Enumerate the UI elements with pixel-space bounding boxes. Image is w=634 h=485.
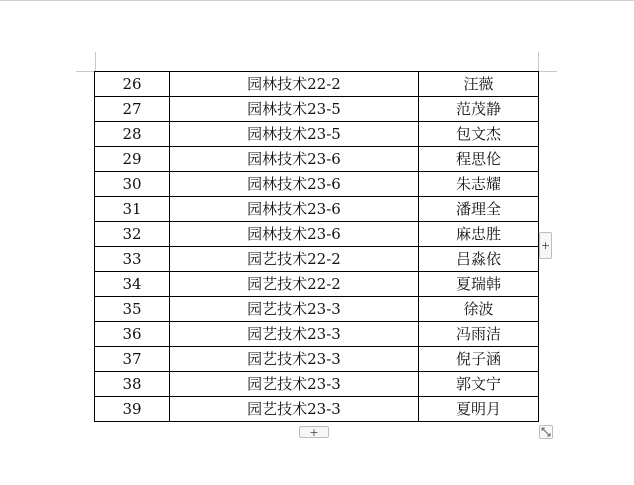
margin-corner-right-h xyxy=(538,71,557,72)
student-name-cell[interactable]: 郭文宁 xyxy=(419,372,539,397)
row-number-cell[interactable]: 30 xyxy=(95,172,170,197)
class-name-cell[interactable]: 园林技术23-5 xyxy=(170,122,419,147)
row-number-cell[interactable]: 34 xyxy=(95,272,170,297)
class-name-cell[interactable]: 园艺技术23-3 xyxy=(170,297,419,322)
student-name-cell[interactable]: 倪子涵 xyxy=(419,347,539,372)
page-top-edge xyxy=(0,0,634,1)
table-row xyxy=(95,347,539,372)
class-name-cell[interactable]: 园艺技术23-3 xyxy=(170,372,419,397)
margin-corner-left xyxy=(95,52,96,71)
student-name-cell[interactable]: 冯雨洁 xyxy=(419,322,539,347)
resize-diagonal-icon[interactable] xyxy=(539,425,553,439)
add-column-button[interactable]: + xyxy=(539,232,552,259)
student-name-cell[interactable]: 徐波 xyxy=(419,297,539,322)
margin-corner-left-h xyxy=(76,71,95,72)
add-row-button[interactable]: + xyxy=(299,426,329,438)
table-row xyxy=(95,172,539,197)
class-name-cell[interactable]: 园艺技术23-3 xyxy=(170,347,419,372)
table-row xyxy=(95,97,539,122)
row-number-cell[interactable]: 32 xyxy=(95,222,170,247)
row-number-cell[interactable]: 37 xyxy=(95,347,170,372)
student-name-cell[interactable]: 潘理全 xyxy=(419,197,539,222)
class-name-cell[interactable]: 园艺技术23-3 xyxy=(170,397,419,422)
table-row xyxy=(95,72,539,97)
row-number-cell[interactable]: 35 xyxy=(95,297,170,322)
class-name-cell[interactable]: 园艺技术22-2 xyxy=(170,272,419,297)
table-row xyxy=(95,122,539,147)
student-name-cell[interactable]: 吕淼依 xyxy=(419,247,539,272)
row-number-cell[interactable]: 39 xyxy=(95,397,170,422)
row-number-cell[interactable]: 28 xyxy=(95,122,170,147)
class-name-cell[interactable]: 园林技术23-6 xyxy=(170,222,419,247)
student-name-cell[interactable]: 范茂静 xyxy=(419,97,539,122)
class-name-cell[interactable]: 园林技术22-2 xyxy=(170,72,419,97)
row-number-cell[interactable]: 27 xyxy=(95,97,170,122)
table-row xyxy=(95,197,539,222)
class-name-cell[interactable]: 园林技术23-6 xyxy=(170,147,419,172)
row-number-cell[interactable]: 33 xyxy=(95,247,170,272)
class-name-cell[interactable]: 园艺技术23-3 xyxy=(170,322,419,347)
table-row xyxy=(95,147,539,172)
student-name-cell[interactable]: 包文杰 xyxy=(419,122,539,147)
student-name-cell[interactable]: 夏瑞韩 xyxy=(419,272,539,297)
table-row xyxy=(95,222,539,247)
student-table xyxy=(94,71,539,422)
row-number-cell[interactable]: 29 xyxy=(95,147,170,172)
table-row xyxy=(95,247,539,272)
table-row xyxy=(95,272,539,297)
student-name-cell[interactable]: 程思伦 xyxy=(419,147,539,172)
row-number-cell[interactable]: 26 xyxy=(95,72,170,97)
student-name-cell[interactable]: 麻忠胜 xyxy=(419,222,539,247)
row-number-cell[interactable]: 38 xyxy=(95,372,170,397)
margin-corner-right xyxy=(538,52,539,71)
table-row xyxy=(95,397,539,422)
table-row xyxy=(95,322,539,347)
class-name-cell[interactable]: 园林技术23-5 xyxy=(170,97,419,122)
table-row xyxy=(95,297,539,322)
table-row xyxy=(95,372,539,397)
row-number-cell[interactable]: 36 xyxy=(95,322,170,347)
student-name-cell[interactable]: 夏明月 xyxy=(419,397,539,422)
class-name-cell[interactable]: 园林技术23-6 xyxy=(170,172,419,197)
student-name-cell[interactable]: 朱志耀 xyxy=(419,172,539,197)
row-number-cell[interactable]: 31 xyxy=(95,197,170,222)
class-name-cell[interactable]: 园艺技术22-2 xyxy=(170,247,419,272)
class-name-cell[interactable]: 园林技术23-6 xyxy=(170,197,419,222)
student-name-cell[interactable]: 汪薇 xyxy=(419,72,539,97)
